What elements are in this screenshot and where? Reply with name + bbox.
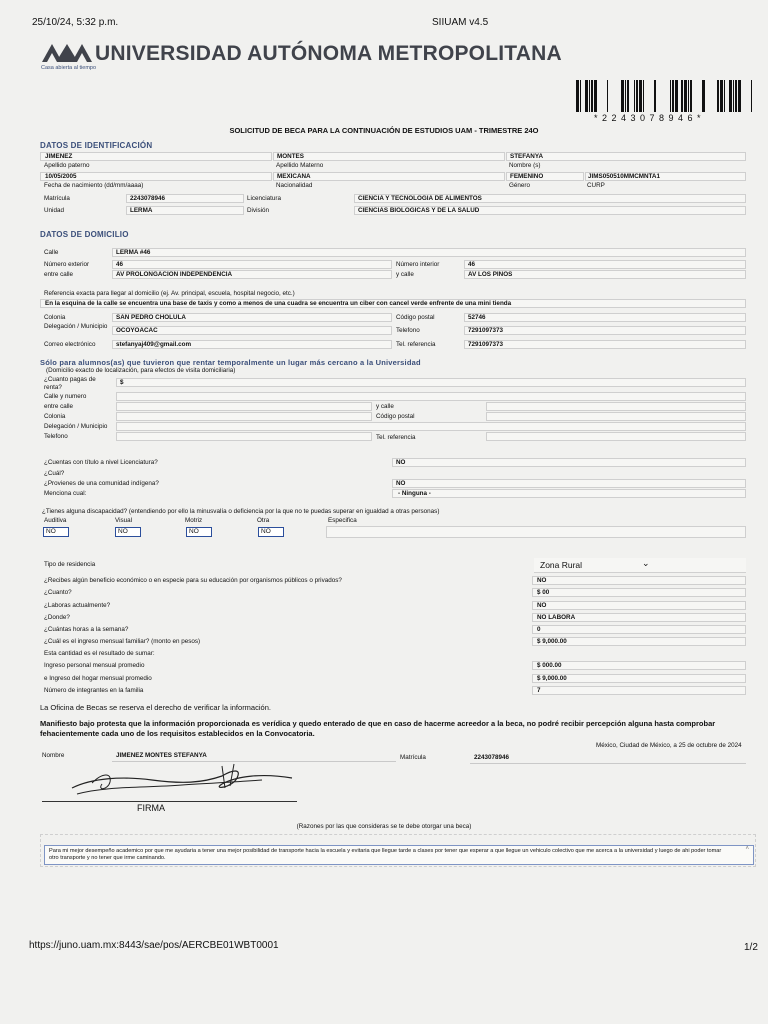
field-ingreso: $ 9,000.00 — [532, 637, 746, 646]
label-genero: Género — [509, 182, 531, 189]
firma-label: FIRMA — [137, 803, 165, 813]
razones-label: (Razones por las que consideras se te debe otorgar una beca) — [296, 823, 472, 830]
label-delegacion: Delegación / Municipio — [44, 323, 108, 330]
field-renta-ycalle — [486, 402, 746, 411]
field-renta-delegacion — [116, 422, 746, 431]
field-y-calle: AV LOS PINOS — [464, 270, 746, 279]
field-apoyo: NO — [532, 576, 746, 585]
field-renta-entre — [116, 402, 372, 411]
protesta-text: Manifiesto bajo protesta que la información proporcionada es verídica y quedo enterado de que en caso de hacerme acreedor a la beca, no podré recibir percepción alguna hasta comprobar fehacientemente cada uno de los requisitos establecidos en la Convocatoria. — [40, 719, 716, 738]
label-cuanto: ¿Cuanto? — [44, 589, 72, 596]
label-referencia: Referencia exacta para llegar al domicilio (ej. Av. principal, escuela, hospital negocio, etc.) — [44, 290, 295, 297]
field-menciona: - Ninguna - — [392, 489, 746, 498]
firmante-nombre: JIMENEZ MONTES STEFANYA — [116, 752, 207, 759]
barcode-text: * 2 2 4 3 0 7 8 9 4 6 * — [594, 113, 702, 123]
field-telefono: 7291097373 — [464, 326, 746, 335]
label-nombre: Nombre (s) — [509, 162, 541, 169]
field-apellido-paterno: JIMENEZ — [40, 152, 272, 161]
label-nacionalidad: Nacionalidad — [276, 182, 313, 189]
label-codigo-postal: Código postal — [396, 314, 435, 321]
field-unidad: LERMA — [126, 206, 244, 215]
field-renta-calle — [116, 392, 746, 401]
field-delegacion: OCOYOACAC — [112, 326, 392, 335]
label-hogar: e Ingreso del hogar mensual promedio — [44, 675, 152, 682]
label-visual: Visual — [115, 517, 133, 524]
field-num-exterior: 46 — [112, 260, 392, 269]
lugar-fecha: México, Ciudad de México, a 25 de octubre de 2024 — [596, 742, 742, 749]
barcode-bar — [720, 80, 723, 112]
label-fecha-nacimiento: Fecha de nacimiento (dd/mm/aaaa) — [44, 182, 144, 189]
field-num-interior: 46 — [464, 260, 746, 269]
label-entre-calle: entre calle — [44, 271, 74, 278]
barcode-bar — [607, 80, 608, 112]
label-renta-telref: Tel. referencia — [376, 434, 416, 441]
barcode-bar — [681, 80, 683, 112]
label-labora: ¿Laboras actualmente? — [44, 602, 111, 609]
otra-select[interactable]: NO — [258, 527, 284, 537]
field-labora: NO — [532, 601, 746, 610]
field-tel-referencia: 7291097373 — [464, 340, 746, 349]
label-tel-referencia: Tel. referencia — [396, 341, 436, 348]
field-renta-colonia — [116, 412, 372, 421]
barcode — [576, 80, 754, 112]
field-colonia: SAN PEDRO CHOLULA — [112, 313, 392, 322]
field-cuanto: $ 00 — [532, 588, 746, 597]
oficina-note: La Oficina de Becas se reserva el derecho de verificar la información. — [40, 703, 271, 712]
field-referencia: En la esquina de la calle se encuentra una base de taxis y como a menos de una cuadra se encuentra un ciber con cancel verde enfrente de una mini tienda — [40, 299, 746, 308]
barcode-bar — [729, 80, 732, 112]
page-url: https://juno.uam.mx:8443/sae/pos/AERCBE01WBT0001 — [29, 940, 279, 951]
label-matricula: Matrícula — [44, 195, 70, 202]
barcode-bar — [591, 80, 593, 112]
barcode-bar — [627, 80, 629, 112]
label-firmante-nombre: Nombre — [42, 752, 65, 759]
field-genero: FEMENINO — [506, 172, 584, 181]
barcode-bar — [670, 80, 671, 112]
residencia-value: Zona Rural — [540, 560, 583, 570]
section-renta: Sólo para alumnos(as) que tuvieron que rentar temporalmente un lugar más cercano a la Universidad — [40, 358, 421, 367]
label-firmante-matricula: Matrícula — [400, 754, 426, 761]
label-apellido-materno: Apellido Materno — [276, 162, 324, 169]
field-renta-telref — [486, 432, 746, 441]
field-especifica — [326, 526, 746, 538]
label-donde: ¿Donde? — [44, 614, 70, 621]
field-curp: JIMS050510MMCMNTA1 — [585, 172, 746, 181]
field-horas: 0 — [532, 625, 746, 634]
field-correo: stefanyaj409@gmail.com — [112, 340, 392, 349]
label-indigena: ¿Provienes de una comunidad indígena? — [44, 480, 159, 487]
field-renta-telefono — [116, 432, 372, 441]
label-division: División — [247, 207, 270, 214]
label-especifica: Especifica — [328, 517, 357, 524]
barcode-bar — [684, 80, 687, 112]
label-renta-telefono: Telefono — [44, 433, 68, 440]
app-title: SIIUAM v4.5 — [432, 17, 489, 28]
barcode-bar — [688, 80, 689, 112]
barcode-bar — [717, 80, 719, 112]
label-otra: Otra — [257, 517, 270, 524]
label-suma: Esta cantidad es el resultado de sumar: — [44, 650, 155, 657]
barcode-bar — [594, 80, 597, 112]
label-colonia: Colonia — [44, 314, 66, 321]
label-auditiva: Auditiva — [44, 517, 67, 524]
barcode-bar — [724, 80, 725, 112]
label-residencia: Tipo de residencia — [44, 561, 96, 568]
label-menciona: Menciona cual: — [44, 490, 87, 497]
razones-textarea[interactable] — [44, 845, 754, 865]
page-number: 1/2 — [744, 942, 758, 953]
label-renta-colonia: Colonia — [44, 413, 66, 420]
field-fecha-nacimiento: 10/05/2005 — [40, 172, 272, 181]
field-renta-pago: $ — [116, 378, 746, 387]
label-renta-calle: Calle y numero — [44, 393, 87, 400]
field-calle: LERMA #46 — [112, 248, 746, 257]
visual-select[interactable]: NO — [115, 527, 141, 537]
field-renta-cp — [486, 412, 746, 421]
field-personal: $ 000.00 — [532, 661, 746, 670]
field-apellido-materno: MONTES — [273, 152, 505, 161]
university-name: UNIVERSIDAD AUTÓNOMA METROPOLITANA — [95, 42, 562, 65]
label-personal: Ingreso personal mensual promedio — [44, 662, 145, 669]
residencia-select[interactable] — [534, 558, 746, 573]
section-identificacion: DATOS DE IDENTIFICACIÓN — [40, 141, 153, 150]
barcode-bar — [738, 80, 741, 112]
barcode-bar — [621, 80, 624, 112]
section-domicilio: DATOS DE DOMICILIO — [40, 230, 129, 239]
field-nacionalidad: MEXICANA — [273, 172, 505, 181]
barcode-bar — [751, 80, 752, 112]
field-matricula: 2243078946 — [126, 194, 244, 203]
field-nombre: STEFANYA — [506, 152, 746, 161]
label-unidad: Unidad — [44, 207, 64, 214]
label-horas: ¿Cuántas horas a la semana? — [44, 626, 129, 633]
label-apellido-paterno: Apellido paterno — [44, 162, 90, 169]
label-renta-pago: ¿Cuanto pagas de renta? — [44, 376, 96, 391]
form-title: SOLICITUD DE BECA PARA LA CONTINUACIÓN DE ESTUDIOS UAM - TRIMESTRE 24O — [229, 126, 539, 135]
auditiva-select[interactable]: NO — [43, 527, 69, 537]
razones-text: Para mi mejor desempeño academico por que me ayudaria a tener una mejor posibilidad de transporte hacia la escuela y evitaria que llegue tarde a clases por tener que esperar a que llegue un vehiculo colectivo que me acerca a la universidad y luego de ahi poder tomar otro transporte y no tener que irme caminando. — [49, 848, 722, 861]
barcode-bar — [654, 80, 656, 112]
label-num-interior: Número interior — [396, 261, 440, 268]
field-licenciatura: CIENCIA Y TECNOLOGIA DE ALIMENTOS — [354, 194, 746, 203]
label-curp: CURP — [587, 182, 605, 189]
label-telefono: Telefono — [396, 327, 420, 334]
field-indigena: NO — [392, 479, 746, 488]
label-titulo: ¿Cuentas con título a nivel Licenciatura? — [44, 459, 158, 466]
label-correo: Correo electrónico — [44, 341, 96, 348]
label-calle: Calle — [44, 249, 59, 256]
barcode-bar — [580, 80, 581, 112]
barcode-bar — [690, 80, 692, 112]
field-donde: NO LABORA — [532, 613, 746, 622]
field-titulo: NO — [392, 458, 746, 467]
barcode-bar — [634, 80, 635, 112]
barcode-bar — [643, 80, 644, 112]
field-division: CIENCIAS BIOLOGICAS Y DE LA SALUD — [354, 206, 746, 215]
barcode-bar — [585, 80, 588, 112]
label-renta-entre: entre calle — [44, 403, 74, 410]
label-renta-ycalle: y calle — [376, 403, 394, 410]
firmante-matricula: 2243078946 — [474, 754, 510, 761]
label-renta-cp: Código postal — [376, 413, 415, 420]
scroll-up-icon[interactable]: ˄ — [745, 846, 749, 852]
barcode-bar — [675, 80, 678, 112]
label-integrantes: Número de integrantes en la familia — [44, 687, 144, 694]
barcode-bar — [636, 80, 638, 112]
barcode-bar — [589, 80, 590, 112]
motriz-select[interactable]: NO — [186, 527, 212, 537]
motto: Casa abierta al tiempo — [41, 65, 97, 71]
label-ingreso: ¿Cuál es el ingreso mensual familiar? (monto en pesos) — [44, 638, 201, 645]
barcode-bar — [702, 80, 705, 112]
label-discapacidad: ¿Tienes alguna discapacidad? (entendiendo por ello la minusvalía o deficiencia por la que no te puedas superar en igualdad a otras personas) — [42, 508, 440, 515]
field-codigo-postal: 52746 — [464, 313, 746, 322]
field-hogar: $ 9,000.00 — [532, 674, 746, 683]
renta-subtitle: (Domicilio exacto de localización, para efectos de visita domiciliaria) — [46, 367, 236, 374]
label-apoyo: ¿Recibes algún beneficio económico o en especie para su educación por organismos públicos o privados? — [44, 577, 342, 584]
barcode-bar — [672, 80, 674, 112]
label-licenciatura: Licenciatura — [247, 195, 281, 202]
field-entre-calle: AV PROLONGACION INDEPENDENCIA — [112, 270, 392, 279]
label-y-calle: y calle — [396, 271, 414, 278]
label-num-exterior: Número exterior — [44, 261, 90, 268]
barcode-bar — [639, 80, 642, 112]
label-renta-delegacion: Delegación / Municipio — [44, 423, 108, 430]
label-cual: ¿Cuál? — [44, 470, 65, 477]
barcode-bar — [733, 80, 734, 112]
chevron-down-icon: ⌄ — [642, 558, 650, 568]
label-motriz: Motriz — [185, 517, 203, 524]
barcode-bar — [576, 80, 579, 112]
barcode-bar — [735, 80, 737, 112]
barcode-bar — [625, 80, 626, 112]
field-integrantes: 7 — [532, 686, 746, 695]
print-datetime: 25/10/24, 5:32 p.m. — [32, 17, 119, 28]
